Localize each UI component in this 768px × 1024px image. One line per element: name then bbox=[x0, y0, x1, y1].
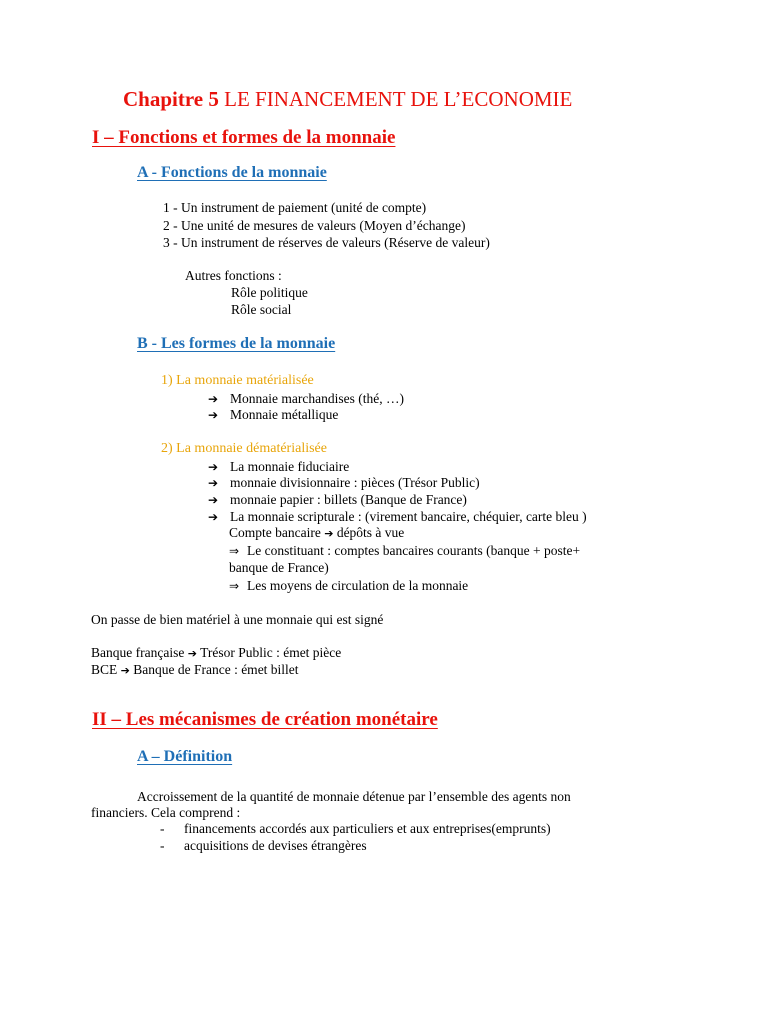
page-title bbox=[123, 87, 572, 112]
definition-line-1: Accroissement de la quantité de monnaie détenue par l’ensemble des agents non bbox=[137, 789, 571, 804]
moyens-line: ⇒ Les moyens de circulation de la monnaie bbox=[229, 578, 469, 593]
sub2-heading: 2) La monnaie dématérialisée bbox=[161, 441, 327, 456]
function-item-1: 1 - Un instrument de paiement (unité de compte) bbox=[163, 200, 427, 215]
section-b-heading: B - Les formes de la monnaie bbox=[137, 335, 336, 352]
arrow-right-icon: ➔ bbox=[208, 476, 219, 490]
arrow-right-icon: ➔ bbox=[208, 493, 219, 507]
arrow-right-icon: ➔ bbox=[208, 408, 219, 422]
other-function-social: Rôle social bbox=[231, 302, 292, 317]
list-item: ➔ La monnaie fiduciaire bbox=[208, 459, 350, 474]
note-text: On passe de bien matériel à une monnaie qui est signé bbox=[91, 612, 384, 627]
compte-bancaire-line: Compte bancaire ➔ dépôts à vue bbox=[229, 525, 405, 540]
section-a-heading: A - Fonctions de la monnaie bbox=[137, 164, 327, 181]
sub1-heading: 1) La monnaie matérialisée bbox=[161, 373, 314, 388]
definition-heading: A – Définition bbox=[137, 748, 233, 765]
function-item-3: 3 - Un instrument de réserves de valeurs (Réserve de valeur) bbox=[163, 235, 490, 250]
arrow-right-icon: ➔ bbox=[187, 647, 197, 660]
function-item-2: 2 - Une unité de mesures de valeurs (Moyen d’échange) bbox=[163, 218, 466, 233]
list-item: ➔ La monnaie scripturale : (virement bancaire, chéquier, carte bleu ) bbox=[208, 509, 587, 524]
list-item: ➔ monnaie papier : billets (Banque de France) bbox=[208, 492, 467, 507]
part1-heading: I – Fonctions et formes de la monnaie bbox=[92, 127, 396, 148]
list-item: - acquisitions de devises étrangères bbox=[160, 838, 367, 853]
dash-bullet-icon: - bbox=[160, 821, 165, 836]
arrow-right-icon: ➔ bbox=[324, 527, 334, 540]
constituant-line: ⇒ Le constituant : comptes bancaires courants (banque + poste+ bbox=[229, 543, 581, 558]
part2-heading: II – Les mécanismes de création monétaire bbox=[92, 709, 438, 730]
definition-line-2: financiers. Cela comprend : bbox=[91, 805, 241, 820]
arrow-right-icon: ➔ bbox=[208, 392, 219, 406]
other-functions-label: Autres fonctions : bbox=[185, 268, 282, 283]
other-function-political: Rôle politique bbox=[231, 285, 308, 300]
chapter-title: LE FINANCEMENT DE L’ECONOMIE bbox=[224, 87, 573, 111]
constituant-line-2: banque de France) bbox=[229, 560, 329, 575]
list-item: ➔ monnaie divisionnaire : pièces (Trésor Public) bbox=[208, 475, 480, 490]
arrow-right-icon: ➔ bbox=[120, 664, 130, 677]
list-item: - financements accordés aux particuliers et aux entreprises(emprunts) bbox=[160, 821, 551, 836]
issuer-line-1: Banque française ➔ Trésor Public : émet pièce bbox=[91, 645, 342, 660]
list-item: ➔ Monnaie marchandises (thé, …) bbox=[208, 391, 404, 406]
arrow-right-icon: ➔ bbox=[208, 510, 219, 524]
chapter-number: Chapitre 5 bbox=[123, 87, 219, 111]
dash-bullet-icon: - bbox=[160, 838, 165, 853]
arrow-right-icon: ➔ bbox=[208, 460, 219, 474]
issuer-line-2: BCE ➔ Banque de France : émet billet bbox=[91, 662, 299, 677]
implies-arrow-icon: ⇒ bbox=[229, 544, 240, 558]
implies-arrow-icon: ⇒ bbox=[229, 579, 240, 593]
list-item: ➔ Monnaie métallique bbox=[208, 407, 339, 422]
